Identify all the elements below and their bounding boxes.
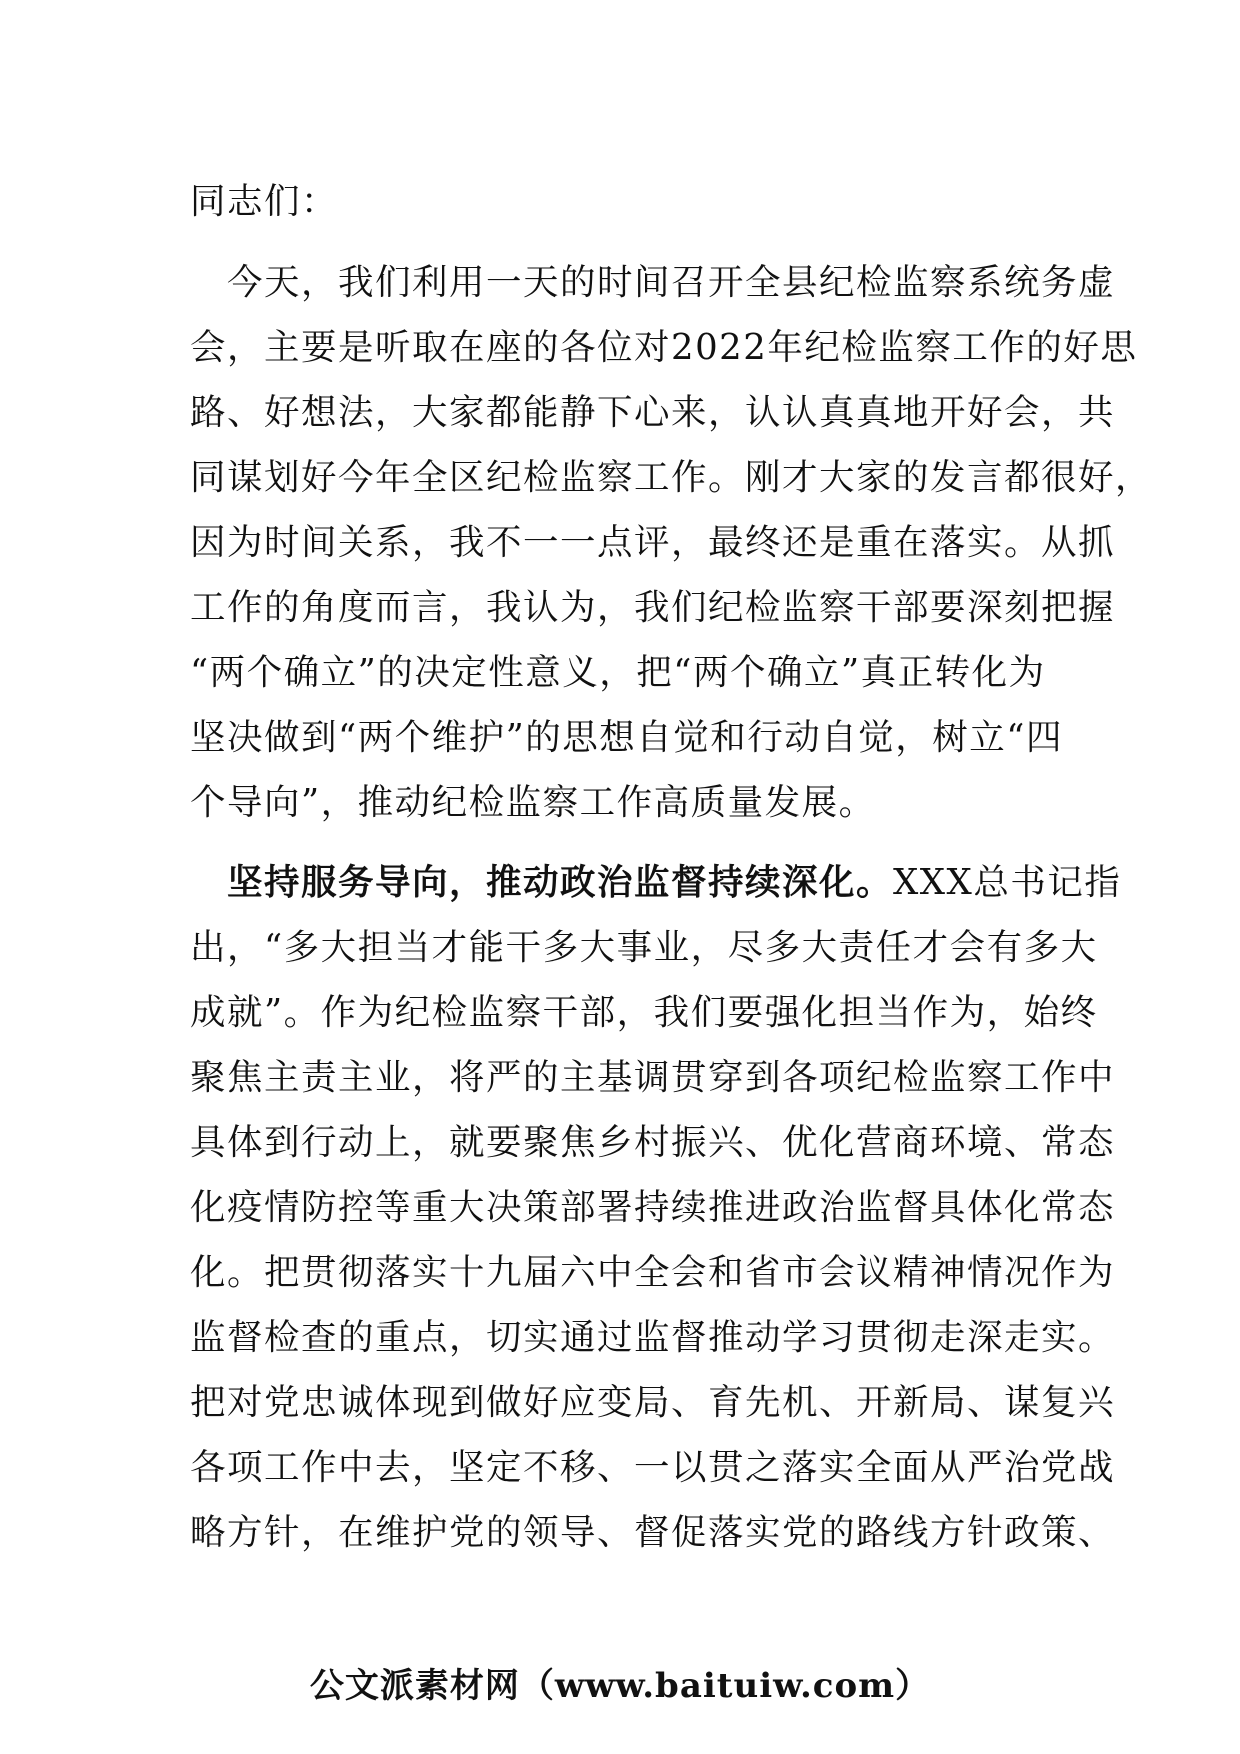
paragraph-1-line: 会，主要是听取在座的各位对2022年纪检监察工作的好思 — [190, 327, 1138, 368]
paragraph-2-line: 化疫情防控等重大决策部署持续推进政治监督具体化常态 — [190, 1187, 1116, 1228]
paragraph-2-line: 把对党忠诚体现到做好应变局、育先机、开新局、谋复兴 — [190, 1382, 1116, 1423]
paragraph-2-line: 化。把贯彻落实十九届六中全会和省市会议精神情况作为 — [190, 1252, 1116, 1293]
footer-watermark-text: 公文派素材网（www.baituiw.com） — [309, 1666, 931, 1706]
paragraph-2-line: 监督检查的重点，切实通过监督推动学习贯彻走深走实。 — [190, 1317, 1116, 1358]
paragraph-2-line: 出，“多大担当才能干多大事业，尽多大责任才会有多大 — [190, 927, 1098, 968]
paragraph-2-first-line-rest: XXX总书记指 — [893, 862, 1122, 903]
paragraph-1-line: “两个确立”的决定性意义，把“两个确立”真正转化为 — [190, 652, 1046, 693]
salutation-text: 同志们： — [190, 181, 339, 222]
paragraph-1-line: 坚决做到“两个维护”的思想自觉和行动自觉，树立“四 — [190, 717, 1063, 758]
paragraph-2 — [190, 850, 1122, 1565]
paragraph-1-line: 个导向”，推动纪检监察工作高质量发展。 — [190, 782, 876, 823]
paragraph-1 — [190, 250, 1153, 835]
paragraph-1-line: 工作的角度而言，我认为，我们纪检监察干部要深刻把握 — [190, 587, 1116, 628]
paragraph-2-heading: 坚持服务导向，推动政治监督持续深化。 — [190, 862, 894, 903]
paragraph-1-line: 今天，我们利用一天的时间召开全县纪检监察系统务虚 — [190, 262, 1116, 303]
paragraph-2-line: 聚焦主责主业，将严的主基调贯穿到各项纪检监察工作中 — [190, 1057, 1116, 1098]
paragraph-2-line: 成就”。作为纪检监察干部，我们要强化担当作为，始终 — [190, 992, 1098, 1033]
paragraph-2-first-line — [190, 850, 1122, 915]
salutation — [190, 169, 1060, 234]
paragraph-1-line: 路、好想法，大家都能静下心来，认认真真地开好会，共 — [190, 392, 1116, 433]
paragraph-2-line: 略方针，在维护党的领导、督促落实党的路线方针政策、 — [190, 1512, 1116, 1553]
paragraph-2-line: 各项工作中去，坚定不移、一以贯之落实全面从严治党战 — [190, 1447, 1116, 1488]
paragraph-1-line: 同谋划好今年全区纪检监察工作。刚才大家的发言都很好， — [190, 457, 1153, 498]
paragraph-1-line: 因为时间关系，我不一一点评，最终还是重在落实。从抓 — [190, 522, 1116, 563]
paragraph-2-line: 具体到行动上，就要聚焦乡村振兴、优化营商环境、常态 — [190, 1122, 1116, 1163]
